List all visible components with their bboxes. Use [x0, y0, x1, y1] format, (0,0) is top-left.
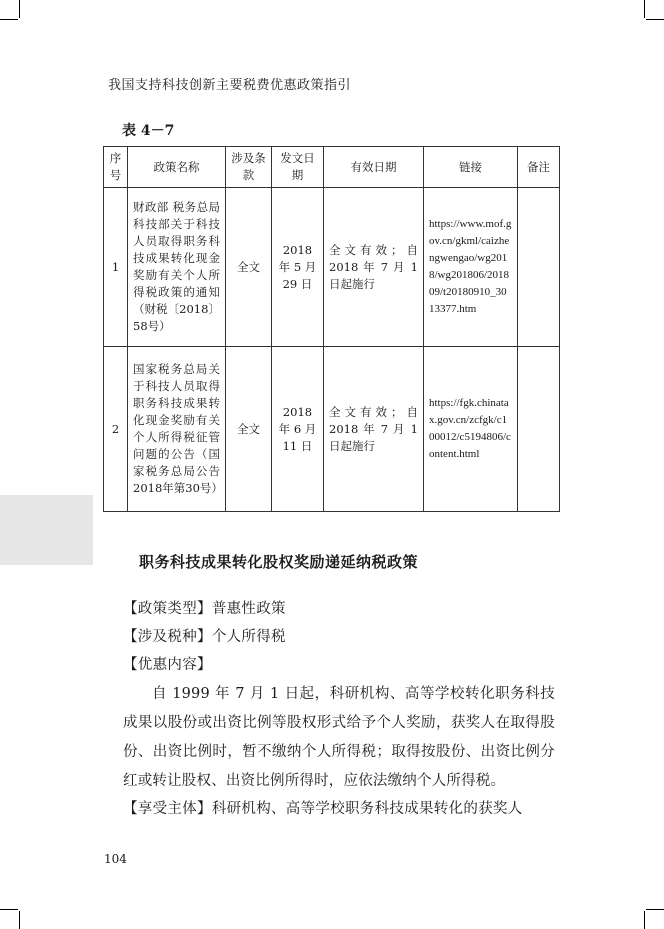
table-caption: 表 4－7 [122, 123, 175, 139]
row-number: 2 [104, 347, 128, 512]
crop-mark [19, 0, 20, 18]
crop-mark [644, 0, 645, 18]
policy-type-line [123, 597, 286, 618]
crop-mark [644, 911, 645, 929]
subject-label: 【享受主体】 [123, 801, 212, 817]
chapter-tab [0, 495, 93, 565]
subject-value: 科研机构、高等学校职务科技成果转化的获奖人 [211, 801, 523, 817]
page-number: 104 [104, 852, 127, 866]
column-header: 发文日期 [272, 147, 324, 188]
issue-date: 2018 年 6 月 11 日 [272, 347, 324, 512]
policy-name: 国家税务总局关于科技人员取得职务科技成果转化现金奖励有关个人所得税征管问题的公告（国家税务总局公告2018年第30号） [128, 347, 226, 512]
crop-mark [646, 909, 664, 910]
column-header: 备注 [518, 147, 560, 188]
valid-period: 全文有效；自 2018 年 7 月 1 日起施行 [324, 188, 424, 347]
policy-type-label: 【政策类型】 [123, 601, 212, 617]
crop-mark [19, 911, 20, 929]
table-row [104, 188, 560, 347]
remark [518, 347, 560, 512]
crop-mark [0, 19, 18, 20]
column-header: 链接 [424, 147, 518, 188]
column-header: 有效日期 [324, 147, 424, 188]
issue-date: 2018 年 5 月 29 日 [272, 188, 324, 347]
crop-mark [0, 909, 18, 910]
policy-type-value: 普惠性政策 [211, 601, 286, 617]
subject-line [123, 797, 523, 818]
table-header-row [104, 147, 560, 188]
row-number: 1 [104, 188, 128, 347]
column-header: 政策名称 [128, 147, 226, 188]
policy-link[interactable]: https://www.mof.gov.cn/gkml/caizhengwengao/wg2018/wg201806/201809/t20180910_3013377.htm [424, 188, 518, 347]
section-title: 职务科技成果转化股权奖励递延纳税政策 [139, 553, 419, 571]
content-paragraph: 自 1999 年 7 月 1 日起，科研机构、高等学校转化职务科技成果以股份或出资比例等股权形式给予个人奖励，获奖人在取得股份、出资比例时，暂不缴纳个人所得税；取得按股份、出资比例分红或转让股权、出资比例所得时，应依法缴纳个人所得税。 [123, 686, 555, 789]
policy-name: 财政部 税务总局 科技部关于科技人员取得职务科技成果转化现金奖励有关个人所得税政策的通知（财税〔2018〕58号） [128, 188, 226, 347]
tax-type-value: 个人所得税 [211, 629, 286, 645]
column-header: 序号 [104, 147, 128, 188]
tax-type-label: 【涉及税种】 [123, 629, 212, 645]
table-row [104, 347, 560, 512]
clause: 全文 [226, 347, 272, 512]
running-header: 我国支持科技创新主要税费优惠政策指引 [108, 78, 352, 93]
policy-table [103, 146, 560, 512]
tax-type-line [123, 625, 286, 646]
crop-mark [646, 19, 664, 20]
clause: 全文 [226, 188, 272, 347]
policy-link[interactable]: https://fgk.chinatax.gov.cn/zcfgk/c100012/c5194806/content.html [424, 347, 518, 512]
column-header: 涉及条款 [226, 147, 272, 188]
content-label: 【优惠内容】 [123, 657, 212, 673]
valid-period: 全文有效；自 2018 年 7 月 1 日起施行 [324, 347, 424, 512]
remark [518, 188, 560, 347]
